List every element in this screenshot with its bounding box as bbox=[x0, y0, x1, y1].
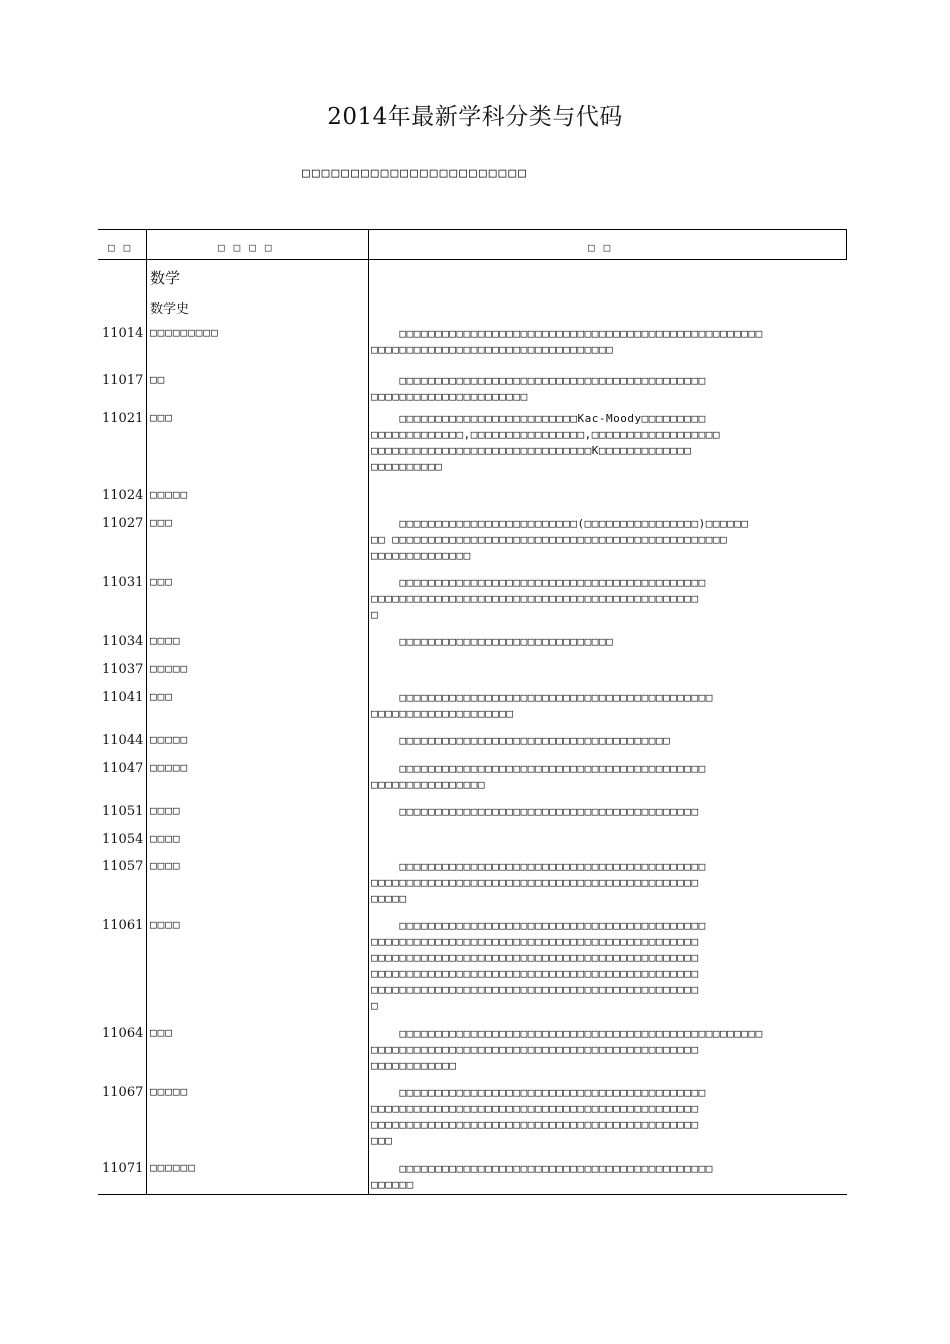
row-description bbox=[371, 859, 831, 907]
description-line: □□□□□□□□□□□□□□□□□□□□□□□□□□□□□□□□□□□□□□ bbox=[371, 734, 671, 747]
description-line: □□□□□□□□□□□□□□□□□□□□□□□□□□□□□□□□□□□□□□□□□□□□□□ bbox=[371, 592, 699, 605]
row-description bbox=[371, 918, 831, 1014]
subject-table bbox=[98, 229, 847, 1195]
row-name: □□□□ bbox=[150, 918, 181, 931]
header-name: □□□□ bbox=[218, 241, 281, 254]
description-line: □□□□□□□□□□□□□□□□□□□□□□□□□□□□□□□□□□□□□□□□□□□□□□ bbox=[371, 876, 699, 889]
row-description bbox=[371, 326, 831, 358]
row-description bbox=[371, 516, 831, 564]
row-code: 11061 bbox=[102, 918, 144, 933]
row-name: □□□□ bbox=[150, 859, 181, 872]
row-description bbox=[371, 761, 831, 793]
row-name: □□□ bbox=[150, 690, 173, 703]
description-line: □□□□□□□□□□□□□□□□□□□□□□□□□□□□□□□□□□□□□□□□□□□ bbox=[371, 919, 706, 932]
row-name: □□□□ bbox=[150, 804, 181, 817]
row-description bbox=[371, 1026, 831, 1074]
description-line: □□□□□ bbox=[371, 892, 407, 905]
subcategory-heading: 数学史 bbox=[150, 302, 190, 317]
row-name: □□□□□ bbox=[150, 662, 189, 675]
row-description bbox=[371, 634, 831, 650]
header-rule bbox=[98, 259, 847, 260]
row-description bbox=[371, 373, 831, 405]
row-description bbox=[371, 804, 831, 820]
row-code: 11037 bbox=[102, 662, 144, 677]
row-code: 11044 bbox=[102, 733, 144, 748]
description-line: □□□□□□□□□□□□□□□□□□□□□□□□□□□□□□□□□□□□□□□□□□□□□□ bbox=[371, 1102, 699, 1115]
description-line: □□□□□□□□□□□□□□□□□□□□□□□□□□□□□□□□□□□□□□□□□□□□ bbox=[371, 1162, 713, 1175]
row-code: 11041 bbox=[102, 690, 144, 705]
description-line: □ bbox=[371, 608, 379, 621]
row-description bbox=[371, 411, 831, 475]
row-name: □□□ bbox=[150, 411, 173, 424]
description-line: □□□□□□□□□□□□□□□□□□□□□□□□□□□□□□□□□□ bbox=[371, 343, 614, 356]
row-name: □□□□□ bbox=[150, 733, 189, 746]
row-name: □□□ bbox=[150, 575, 173, 588]
description-line: □□□□□□□□□□□□□□□□□□□□□□□□□□□□□□□□□□□□□□□□□□□□□□ bbox=[371, 983, 699, 996]
description-line: □□□□□□□□□□□□ bbox=[371, 1059, 457, 1072]
description-line: □□□□□□□□□□□□□□□□□□□□□□□□□□□□□□□□□□□□□□□□□□□ bbox=[371, 762, 706, 775]
row-name: □□□□ bbox=[150, 634, 181, 647]
row-description bbox=[371, 1085, 831, 1149]
row-name: □□□□□ bbox=[150, 488, 189, 501]
description-line: □□□□□□□□□□□□□□□□□□□□□□□□□□□□□□□□□□□□□□□□□□ bbox=[371, 805, 699, 818]
description-line: □□□□□□□□□□□□□□□□□□□□□□□□□(□□□□□□□□□□□□□□□□)□□□□□□ bbox=[371, 517, 749, 530]
row-description bbox=[371, 575, 831, 623]
description-line: □□□□□□□□□□ bbox=[371, 460, 443, 473]
description-line: □□□□□□□□□□□□□□□□□□□□□□□□□□□□□□□□□□□□□□□□□□□ bbox=[371, 860, 706, 873]
column-divider bbox=[146, 230, 147, 1194]
row-name: □□ bbox=[150, 373, 166, 386]
description-line: □□□□□□□□□□□□□,□□□□□□□□□□□□□□□□,□□□□□□□□□□□□□□□□□□ bbox=[371, 428, 721, 441]
row-name: □□□ bbox=[150, 1026, 173, 1039]
page-title: 2014年最新学科分类与代码 bbox=[327, 104, 623, 130]
description-line: □□□□□□ bbox=[371, 1178, 414, 1191]
description-line: □□□□□□□□□□□□□□□□□□□□□□□□□□□□□□□□□□□□□□□□□□□□□□ bbox=[371, 1043, 699, 1056]
row-name: □□□□ bbox=[150, 832, 181, 845]
description-line: □□□□□□□□□□□□□□□□□□□□□□ bbox=[371, 390, 528, 403]
row-code: 11057 bbox=[102, 859, 144, 874]
description-line: □□□□□□□□□□□□□□□□□□□□□□□□□□□□□□□□□□□□□□□□□□□□□□ bbox=[371, 967, 699, 980]
row-code: 11017 bbox=[102, 373, 144, 388]
description-line: □□□□□□□□□□□□□□□□□□□□□□□□□□□□□□□□□□□□□□□□□□□□□□ bbox=[371, 951, 699, 964]
description-line: □□□□□□□□□□□□□□□□□□□□□□□□□□□□□□□□□□□□□□□□□□□□□□ bbox=[371, 1118, 699, 1131]
row-code: 11027 bbox=[102, 516, 144, 531]
description-line: □□ □□□□□□□□□□□□□□□□□□□□□□□□□□□□□□□□□□□□□□□□□□□□□□□ bbox=[371, 533, 728, 546]
description-line: □□□□□□□□□□□□□□□□□□□□□□□□□□□□□□□□□□□□□□□□□□□□ bbox=[371, 691, 713, 704]
description-line: □□□□□□□□□□□□□□ bbox=[371, 549, 471, 562]
page-subtitle: □□□□□□□□□□□□□□□□□□□□□□□ bbox=[302, 166, 529, 181]
description-line: □□□□□□□□□□□□□□□□□□□□□□□□□□□□□□□□□□□□□□□□□□□ bbox=[371, 576, 706, 589]
row-name: □□□□□ bbox=[150, 761, 189, 774]
row-name: □□□□□ bbox=[150, 1085, 189, 1098]
row-code: 11024 bbox=[102, 488, 144, 503]
description-line: □ bbox=[371, 999, 379, 1012]
description-line: □□□□□□□□□□□□□□□□□□□□□□□□□□□□□□□□□□□□□□□□□□□□□□□□□□□ bbox=[371, 327, 763, 340]
row-name: □□□□□□□□□ bbox=[150, 326, 219, 339]
description-line: □□□□□□□□□□□□□□□□□□□□□□□□□□□□□□□□□□□□□□□□□□□□□□ bbox=[371, 935, 699, 948]
row-code: 11047 bbox=[102, 761, 144, 776]
description-line: □□□□□□□□□□□□□□□□□□□□□□□□□□□□□□□□□□□□□□□□□□□□□□□□□□□ bbox=[371, 1027, 763, 1040]
row-description bbox=[371, 690, 831, 722]
description-line: □□□□□□□□□□□□□□□□□□□□□□□□□□□□□□□□□□□□□□□□□□□ bbox=[371, 1086, 706, 1099]
header-code: □□ bbox=[108, 241, 140, 254]
row-code: 11067 bbox=[102, 1085, 144, 1100]
description-line: □□□□□□□□□□□□□□□□□□□□ bbox=[371, 707, 514, 720]
description-line: □□□□□□□□□□□□□□□□□□□□□□□□□□□□□□ bbox=[371, 635, 614, 648]
row-code: 11071 bbox=[102, 1161, 144, 1176]
row-name: □□□□□□ bbox=[150, 1161, 196, 1174]
description-line: □□□□□□□□□□□□□□□□□□□□□□□□□□□□□□□K□□□□□□□□□□□□□ bbox=[371, 444, 692, 457]
row-code: 11054 bbox=[102, 832, 144, 847]
row-description bbox=[371, 1161, 831, 1193]
row-code: 11014 bbox=[102, 326, 144, 341]
column-divider bbox=[368, 230, 369, 1194]
category-heading: 数学 bbox=[150, 269, 181, 287]
row-code: 11034 bbox=[102, 634, 144, 649]
row-name: □□□ bbox=[150, 516, 173, 529]
description-line: □□□□□□□□□□□□□□□□ bbox=[371, 778, 485, 791]
row-code: 11051 bbox=[102, 804, 144, 819]
column-divider bbox=[846, 230, 847, 260]
description-line: □□□□□□□□□□□□□□□□□□□□□□□□□□□□□□□□□□□□□□□□□□□ bbox=[371, 374, 706, 387]
row-description bbox=[371, 733, 831, 749]
row-code: 11064 bbox=[102, 1026, 144, 1041]
description-line: □□□□□□□□□□□□□□□□□□□□□□□□□Kac-Moody□□□□□□□□□ bbox=[371, 412, 706, 425]
row-code: 11021 bbox=[102, 411, 144, 426]
row-code: 11031 bbox=[102, 575, 144, 590]
header-desc: □□ bbox=[588, 241, 620, 254]
description-line: □□□ bbox=[371, 1134, 393, 1147]
